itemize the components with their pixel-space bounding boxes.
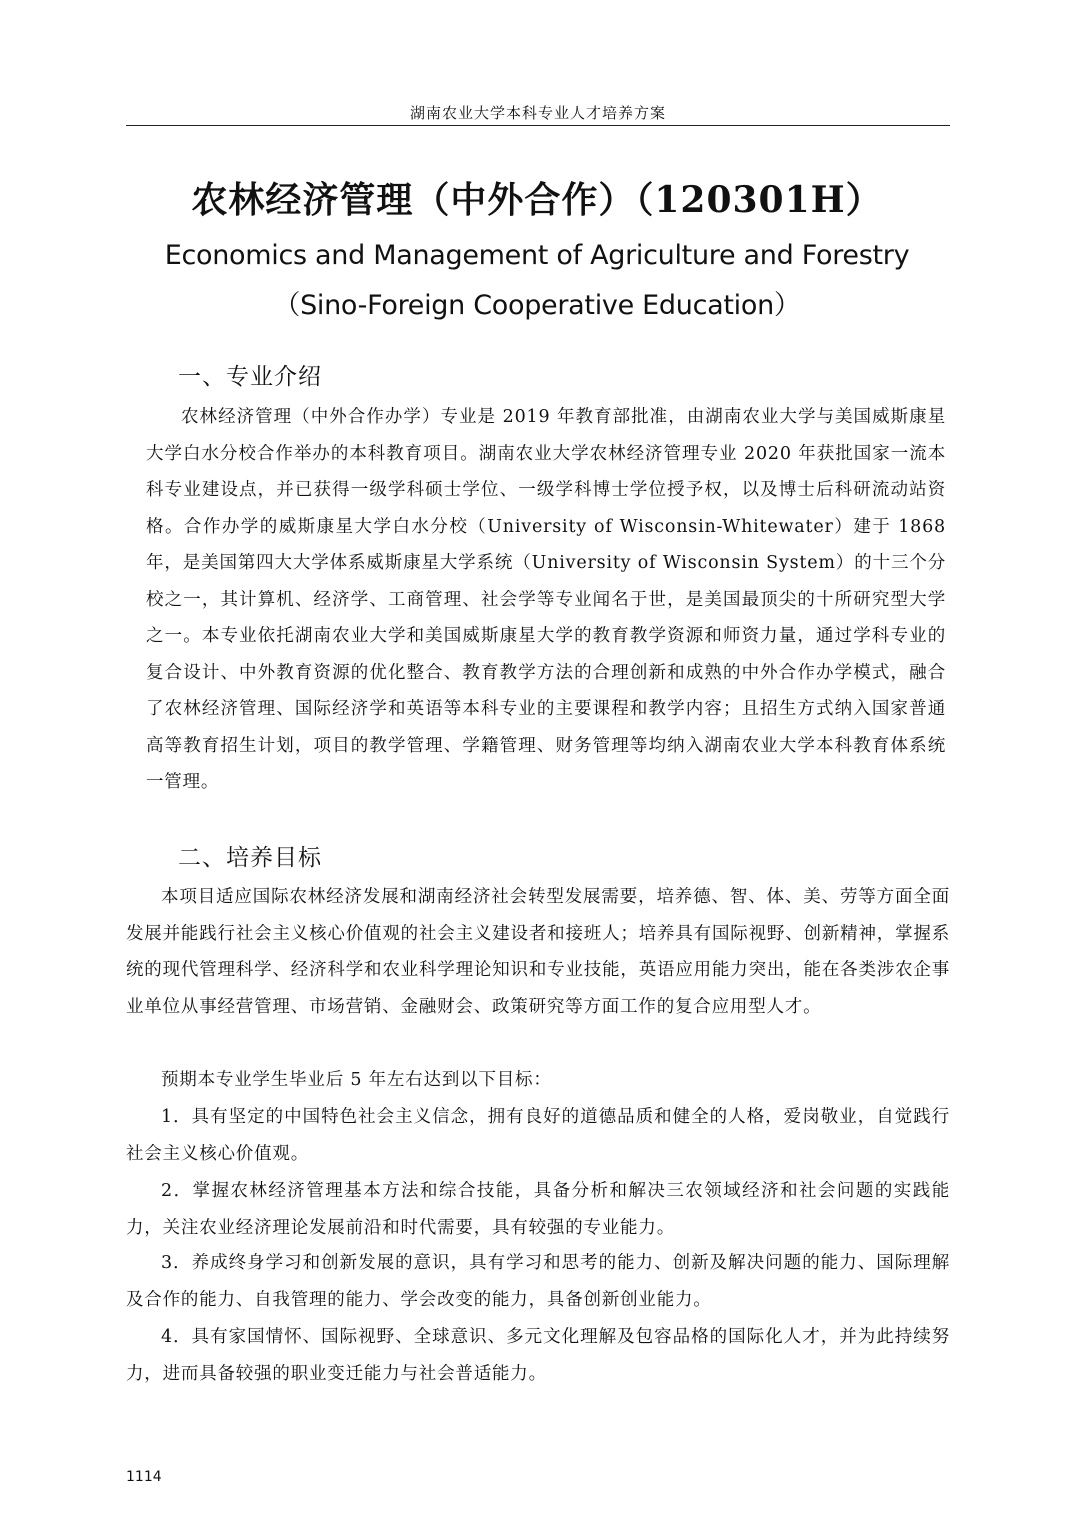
objective-item-3: 3．养成终身学习和创新发展的意识，具有学习和思考的能力、创新及解决问题的能力、国际理解及合作的能力、自我管理的能力、学会改变的能力，具备创新创业能力。 (126, 1253, 950, 1310)
page-number: 1114 (126, 1469, 162, 1485)
section-heading-introduction: 一、专业介绍 (178, 364, 322, 390)
introduction-paragraph: 农林经济管理（中外合作办学）专业是 2019 年教育部批准，由湖南农业大学与美国威斯康星大学白水分校合作举办的本科教育项目。湖南农业大学农林经济管理专业 2020 年获批国家一流本科专业建设点，并已获得一级学科硕士学位、一级学科博士学位授予权，以及博士后科研流动站资格。合作办学的威斯康星大学白水分校（University of Wisconsin-Whitewater）建于 1868 年，是美国第四大大学体系威斯康星大学系统（University of Wisconsin System）的十三个分校之一，其计算机、经济学、工商管理、社会学等专业闻名于世，是美国最顶尖的十所研究型大学之一。本专业依托湖南农业大学和美国威斯康星大学的教育教学资源和师资力量，通过学科专业的复合设计、中外教育资源的优化整合、教育教学方法的合理创新和成熟的中外合作办学模式，融合了农林经济管理、国际经济学和英语等本科专业的主要课程和教学内容；且招生方式纳入国家普通高等教育招生计划，项目的教学管理、学籍管理、财务管理等均纳入湖南农业大学本科教育体系统一管理。 (146, 407, 946, 792)
header-rule (126, 125, 950, 126)
objectives-paragraph: 本项目适应国际农林经济发展和湖南经济社会转型发展需要，培养德、智、体、美、劳等方面全面发展并能践行社会主义核心价值观的社会主义建设者和接班人；培养具有国际视野、创新精神，掌握系统的现代管理科学、经济科学和农业科学理论知识和专业技能，英语应用能力突出，能在各类涉农企事业单位从事经营管理、市场营销、金融财会、政策研究等方面工作的复合应用型人才。 (126, 887, 950, 1017)
objective-item-2: 2．掌握农林经济管理基本方法和综合技能，具备分析和解决三农领域经济和社会问题的实践能力，关注农业经济理论发展前沿和时代需要，具有较强的专业能力。 (126, 1181, 950, 1238)
section-heading-objectives: 二、培养目标 (178, 845, 322, 871)
document-subtitle-english: （Sino-Foreign Cooperative Education） (273, 290, 801, 321)
document-title-english: Economics and Management of Agriculture and Forestry (164, 240, 910, 271)
objective-item-4: 4．具有家国情怀、国际视野、全球意识、多元文化理解及包容品格的国际化人才，并为此持续努力，进而具备较强的职业变迁能力与社会普适能力。 (126, 1327, 950, 1384)
document-title-chinese: 农林经济管理（中外合作）（120301H） (191, 179, 883, 221)
expectation-line: 预期本专业学生毕业后 5 年左右达到以下目标： (161, 1070, 552, 1090)
objective-item-1: 1．具有坚定的中国特色社会主义信念，拥有良好的道德品质和健全的人格，爱岗敬业，自觉践行社会主义核心价值观。 (126, 1107, 950, 1164)
running-header: 湖南农业大学本科专业人才培养方案 (409, 104, 666, 122)
